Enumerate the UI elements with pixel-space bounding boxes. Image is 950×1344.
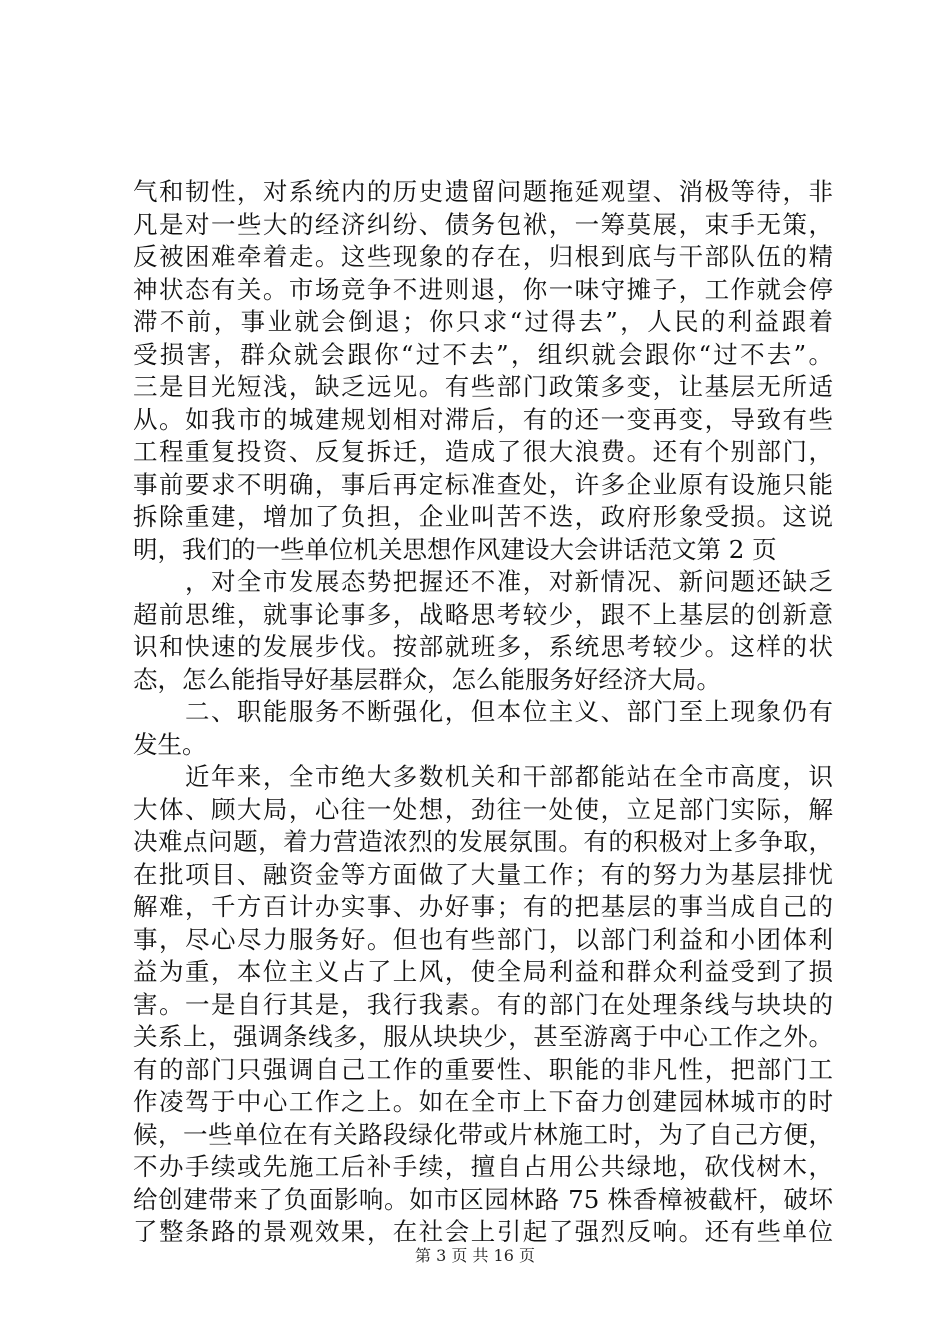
text-line: 拆除重建，增加了负担，企业叫苦不迭，政府形象受损。这说 (133, 502, 833, 531)
text-line: 识和快速的发展步伐。按部就班多，系统思考较少。这样的状 (133, 632, 833, 661)
text-line: 气和韧性，对系统内的历史遗留问题拖延观望、消极等待，非 (133, 177, 833, 206)
text-line: 候，一些单位在有关路段绿化带或片林施工时，为了自己方便， (133, 1119, 833, 1149)
text-line: 关系上，强调条线多，服从块块少，甚至游离于中心工作之外。 (133, 1022, 833, 1051)
text-line: 近年来，全市绝大多数机关和干部都能站在全市高度，识 (133, 762, 833, 791)
text-line: 从。如我市的城建规划相对滞后，有的还一变再变，导致有些 (133, 404, 833, 434)
text-line: 二、职能服务不断强化，但本位主义、部门至上现象仍有 (133, 697, 833, 726)
text-line: 超前思维，就事论事多，战略思考较少，跟不上基层的创新意 (133, 599, 833, 629)
text-line: 明，我们的一些单位机关思想作风建设大会讲话范文第 2 页 (133, 534, 777, 564)
text-line: 大体、顾大局，心往一处想，劲往一处使，立足部门实际，解 (133, 794, 833, 824)
text-line: 发生。 (133, 729, 207, 759)
text-line: 给创建带来了负面影响。如市区园林路 75 株香樟被截杆，破坏 (133, 1184, 833, 1214)
text-line: 事前要求不明确，事后再定标准查处，许多企业原有设施只能 (133, 469, 833, 499)
text-line: ，对全市发展态势把握还不准，对新情况、新问题还缺乏 (133, 567, 833, 596)
text-line: 态，怎么能指导好基层群众，怎么能服务好经济大局。 (133, 664, 721, 694)
page-footer: 第 3 页 共 16 页 (415, 1246, 535, 1265)
text-line: 在批项目、融资金等方面做了大量工作；有的努力为基层排忧 (133, 859, 833, 889)
text-line: 神状态有关。市场竞争不进则退，你一味守摊子，工作就会停 (133, 274, 833, 304)
text-line: 作凌驾于中心工作之上。如在全市上下奋力创建园林城市的时 (133, 1087, 833, 1116)
text-line: 不办手续或先施工后补手续，擅自占用公共绿地，砍伐树木， (133, 1152, 833, 1181)
text-line: 工程重复投资、反复拆迁，造成了很大浪费。还有个别部门， (133, 437, 833, 466)
text-line: 益为重，本位主义占了上风，使全局利益和群众利益受到了损 (133, 957, 833, 986)
text-line: 事，尽心尽力服务好。但也有些部门，以部门利益和小团体利 (133, 924, 833, 954)
text-line: 滞不前，事业就会倒退；你只求“过得去”，人民的利益跟着 (133, 307, 833, 336)
text-line: 反被困难牵着走。这些现象的存在，归根到底与干部队伍的精 (133, 242, 833, 271)
text-line: 受损害，群众就会跟你“过不去”，组织就会跟你“过不去”。 (133, 339, 833, 369)
document-body (133, 176, 833, 1249)
text-line: 了整条路的景观效果，在社会上引起了强烈反响。还有些单位 (133, 1217, 833, 1246)
text-line: 有的部门只强调自己工作的重要性、职能的非凡性，把部门工 (133, 1054, 833, 1084)
text-line: 决难点问题，着力营造浓烈的发展氛围。有的积极对上多争取， (133, 827, 833, 856)
text-line: 凡是对一些大的经济纠纷、债务包袱，一筹莫展，束手无策， (133, 209, 833, 239)
text-line: 害。一是自行其是，我行我素。有的部门在处理条线与块块的 (133, 989, 833, 1019)
text-line: 三是目光短浅，缺乏远见。有些部门政策多变，让基层无所适 (133, 372, 833, 401)
text-line: 解难，千方百计办实事、办好事；有的把基层的事当成自己的 (133, 892, 833, 921)
